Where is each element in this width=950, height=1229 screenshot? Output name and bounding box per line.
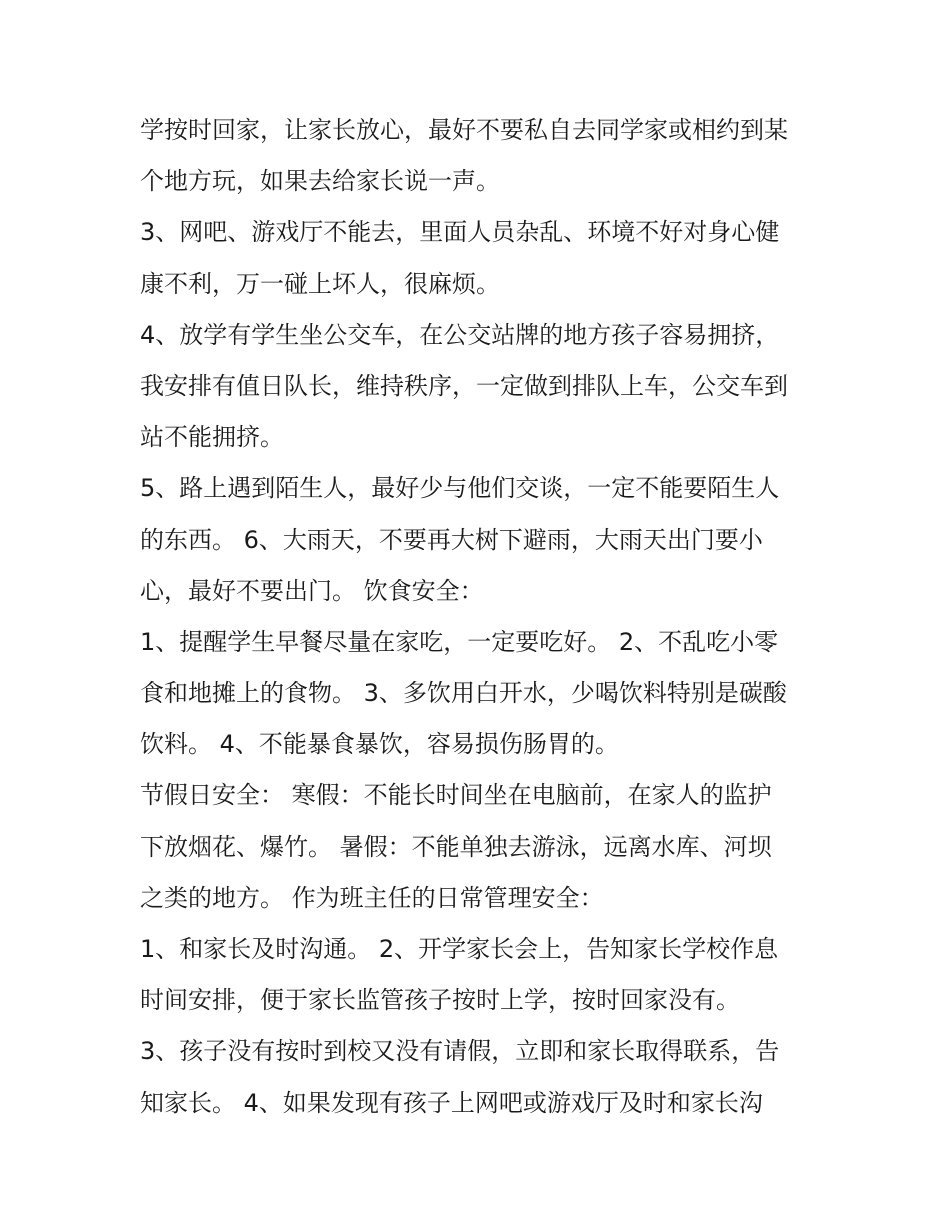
text-line: 1、提醒学生早餐尽量在家吃，一定要吃好。 2、不乱吃小零 bbox=[140, 627, 779, 656]
text-line: 食和地摊上的食物。 3、多饮用白开水，少喝饮料特别是碳酸 bbox=[140, 679, 787, 708]
text-line: 个地方玩，如果去给家长说一声。 bbox=[140, 167, 500, 196]
text-line: 3、网吧、游戏厅不能去，里面人员杂乱、环境不好对身心健 bbox=[140, 218, 780, 247]
text-line: 饮料。 4、不能暴食暴饮，容易损伤肠胃的。 bbox=[140, 730, 619, 759]
text-line: 我安排有值日队长，维持秩序，一定做到排队上车，公交车到 bbox=[140, 371, 788, 400]
text-line: 4、放学有学生坐公交车，在公交站牌的地方孩子容易拥挤， bbox=[140, 320, 780, 349]
document-body bbox=[140, 105, 820, 1129]
text-line: 站不能拥挤。 bbox=[140, 423, 284, 452]
text-line: 的东西。 6、大雨天，不要再大树下避雨，大雨天出门要小 bbox=[140, 525, 763, 554]
text-line: 康不利，万一碰上坏人，很麻烦。 bbox=[140, 269, 500, 298]
text-line: 时间安排，便于家长监管孩子按时上学，按时回家没有。 bbox=[140, 986, 740, 1015]
text-line: 1、和家长及时沟通。 2、开学家长会上，告知家长学校作息 bbox=[140, 935, 779, 963]
text-line: 5、路上遇到陌生人，最好少与他们交谈，一定不能要陌生人 bbox=[140, 474, 780, 503]
text-line: 学按时回家，让家长放心，最好不要私自去同学家或相约到某 bbox=[140, 116, 788, 144]
text-line: 节假日安全： 寒假：不能长时间坐在电脑前，在家人的监护 bbox=[140, 781, 772, 810]
text-line: 3、孩子没有按时到校又没有请假，立即和家长取得联系，告 bbox=[140, 1037, 780, 1066]
text-line: 知家长。 4、如果发现有孩子上网吧或游戏厅及时和家长沟 bbox=[140, 1088, 763, 1117]
text-line: 之类的地方。 作为班主任的日常管理安全： bbox=[140, 883, 604, 912]
text-line: 下放烟花、爆竹。 暑假：不能单独去游泳，远离水库、河坝 bbox=[140, 832, 772, 861]
text-line: 心，最好不要出门。 饮食安全： bbox=[140, 576, 484, 605]
